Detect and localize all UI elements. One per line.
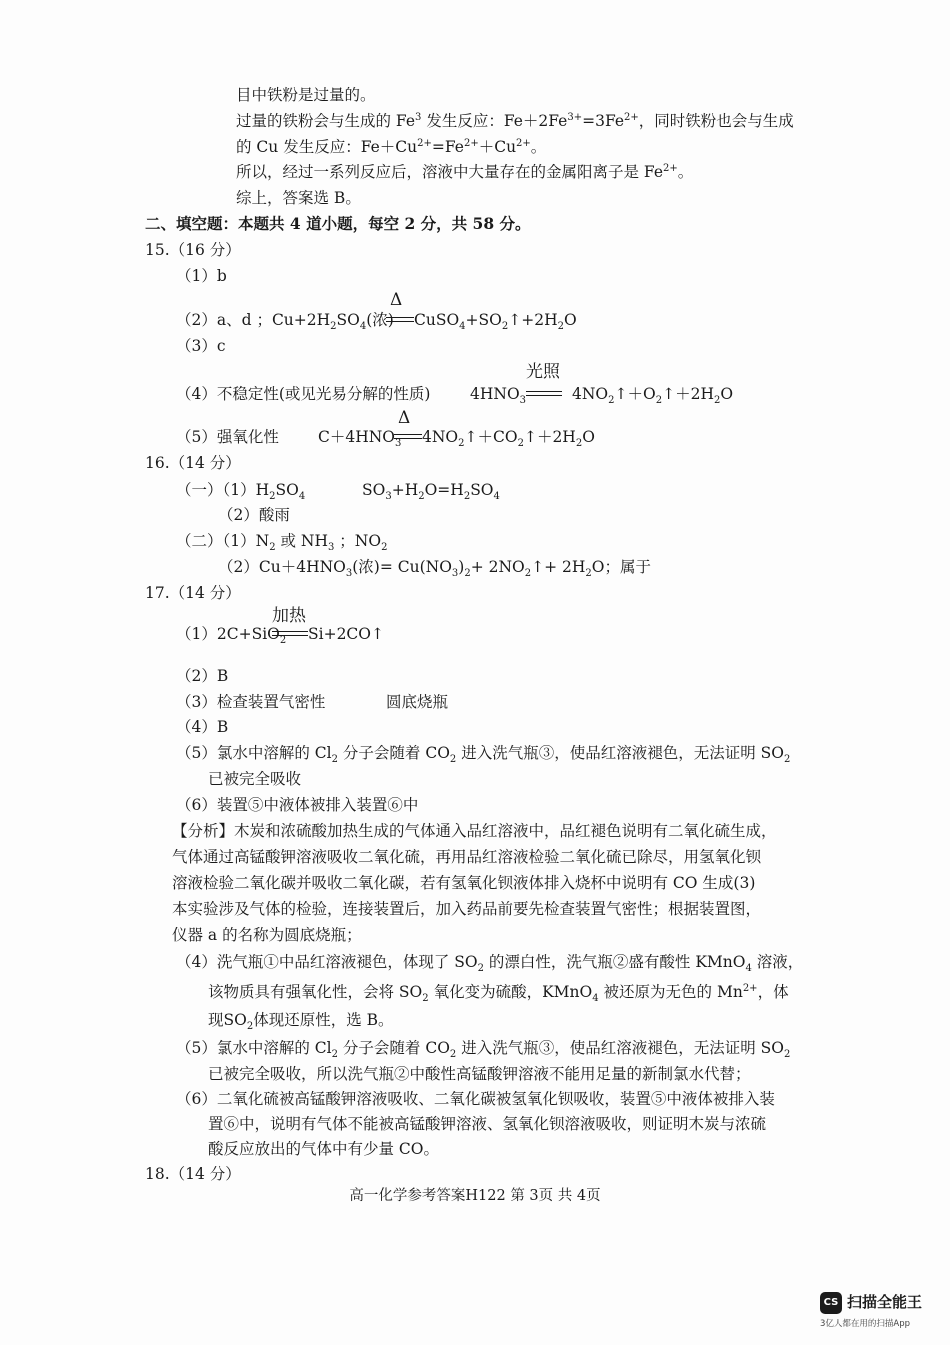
explain-6-line-3: 酸反应放出的气体中有少量 CO。 xyxy=(208,1140,439,1158)
intro-line-3: 的 Cu 发生反应：$Fe+Cu^{2+}=Fe^{2+}+Cu^{2+}$。 xyxy=(236,137,547,156)
equals-sign xyxy=(526,391,562,396)
explain-4-line-3: 现$SO_2$体现还原性，选 B。 xyxy=(208,1011,394,1033)
q17-part-3: （3）检查装置气密性 xyxy=(176,693,326,711)
q16-a-1: （一）$(1)H_2SO_4$ xyxy=(176,481,306,503)
q16-heading: 16.（14 分） xyxy=(145,454,241,472)
q17-part-1-lhs: （1）2C+SiO$_2$ xyxy=(176,625,287,647)
intro-line-2: 过量的铁粉会与生成的 Fe$^3$ 发生反应：$Fe+2Fe^{3+}=3Fe^{2+}$，同时铁粉也会与生成 xyxy=(236,111,794,130)
explain-5-line-2: 已被完全吸收，所以洗气瓶②中酸性高锰酸钾溶液不能用足量的新制氯水代替； xyxy=(208,1065,751,1083)
q15-part-3: （3）c xyxy=(176,337,226,355)
section-2-title: 二、填空题：本题共 4 道小题，每空 2 分，共 58 分。 xyxy=(145,214,531,233)
q15-part-2-lhs: （2）a、d ；$Cu+2H_2SO_4$(浓) xyxy=(176,311,394,333)
q17-part-5: （5）氯水中溶解的 $Cl_2$ 分子会随着 $CO_2$ 进入洗气瓶③，使品红溶液褪色，无法证明 $SO_2$ xyxy=(176,744,791,766)
intro-line-1: 目中铁粉是过量的。 xyxy=(236,86,376,104)
heating-condition: 加热 xyxy=(272,606,306,626)
heat-condition: Δ xyxy=(390,290,403,310)
equals-sign xyxy=(386,317,414,322)
cs-logo-icon: CS xyxy=(820,1292,842,1314)
q15-part-1: （1）b xyxy=(176,267,227,285)
q17-heading: 17.（14 分） xyxy=(145,584,241,602)
logo-tagline: 3亿人都在用的扫描App xyxy=(820,1319,911,1329)
analysis-line-4: 本实验涉及气体的检验，连接装置后，加入药品前要先检查装置气密性；根据装置图， xyxy=(172,900,762,918)
q16-a-2: （2）酸雨 xyxy=(218,506,290,524)
q15-part-5-rhs: $4NO_2↑+CO_2↑+2H_2O$ xyxy=(422,428,595,450)
q15-part-5-label: （5）强氧化性 xyxy=(176,428,279,446)
page-footer: 高一化学参考答案H122 第 3页 共 4页 xyxy=(349,1188,601,1204)
explain-6-line-2: 置⑥中，说明有气体不能被高锰酸钾溶液、氢氧化钡溶液吸收，则证明木炭与浓硫 xyxy=(208,1115,767,1133)
equals-sign xyxy=(272,631,308,636)
equals-sign xyxy=(394,434,422,439)
analysis-line-5: 仪器 a 的名称为圆底烧瓶； xyxy=(172,926,362,944)
q16-a-1-equation: $SO_3+H_2O=H_2SO_4$ xyxy=(362,481,500,503)
q18-heading: 18.（14 分） xyxy=(145,1165,241,1183)
explain-4-line-2: 该物质具有强氧化性，会将 $SO_2$ 氧化变为硫酸，KMnO$_4$ 被还原为无色的 $Mn^{2+}$，体 xyxy=(208,982,789,1005)
q15-part-5-lhs: $C+4HNO_3$ xyxy=(318,428,402,450)
q17-part-3-answer-2: 圆底烧瓶 xyxy=(386,693,449,711)
q17-part-4: （4）B xyxy=(176,718,229,736)
q15-part-4-lhs: $4HNO_3$ xyxy=(470,385,527,407)
explain-5-line-1: （5）氯水中溶解的 $Cl_2$ 分子会随着 $CO_2$ 进入洗气瓶③，使品红溶液褪色，无法证明 $SO_2$ xyxy=(176,1039,791,1061)
q15-part-4-rhs: $4NO_2↑+O_2↑+2H_2O$ xyxy=(572,385,734,407)
logo-name: 扫描全能王 xyxy=(847,1293,923,1311)
explain-4-line-1: （4）洗气瓶①中品红溶液褪色，体现了 $SO_2$ 的漂白性，洗气瓶②盛有酸性 KMnO$_4$ 溶液， xyxy=(176,953,804,975)
scanner-logo xyxy=(820,1289,938,1333)
q16-b-1: （二）$(1)N_2$ 或 $NH_3$ ；$NO_2$ xyxy=(176,532,388,554)
analysis-line-3: 溶液检验二氧化碳并吸收二氧化碳，若有氢氧化钡液体排入烧杯中说明有 CO 生成(3) xyxy=(172,874,756,892)
q17-part-6: （6）装置⑤中液体被排入装置⑥中 xyxy=(176,796,419,814)
light-condition: 光照 xyxy=(526,362,560,382)
explain-6-line-1: （6）二氧化硫被高锰酸钾溶液吸收、二氧化碳被氢氧化钡吸收，装置⑤中液体被排入装 xyxy=(176,1090,775,1108)
analysis-line-2: 气体通过高锰酸钾溶液吸收二氧化硫，再用品红溶液检验二氧化硫已除尽，用氢氧化钡 xyxy=(172,848,762,866)
q15-part-2-rhs: $CuSO_4+SO_2↑+2H_2O$ xyxy=(414,311,577,333)
q17-part-5-cont: 已被完全吸收 xyxy=(208,770,302,788)
analysis-line-1: 【分析】木炭和浓硫酸加热生成的气体通入品红溶液中，品红褪色说明有二氧化硫生成， xyxy=(172,822,777,840)
q17-part-2: （2）B xyxy=(176,667,229,685)
q15-heading: 15.（16 分） xyxy=(145,241,241,259)
q15-part-4-label: （4）不稳定性(或见光易分解的性质) xyxy=(176,385,431,403)
intro-line-4: 所以，经过一系列反应后，溶液中大量存在的金属阳离子是 $Fe^{2+}$。 xyxy=(236,162,694,181)
intro-line-5: 综上，答案选 B。 xyxy=(236,189,361,207)
q16-b-2: $(2)Cu+4HNO_3$(浓)= $Cu(NO_3)_2+$ $2NO_2↑+ 2H_2O$；属于 xyxy=(218,558,652,580)
q17-part-1-rhs: Si+2CO↑ xyxy=(308,625,384,643)
heat-condition: Δ xyxy=(398,408,411,428)
